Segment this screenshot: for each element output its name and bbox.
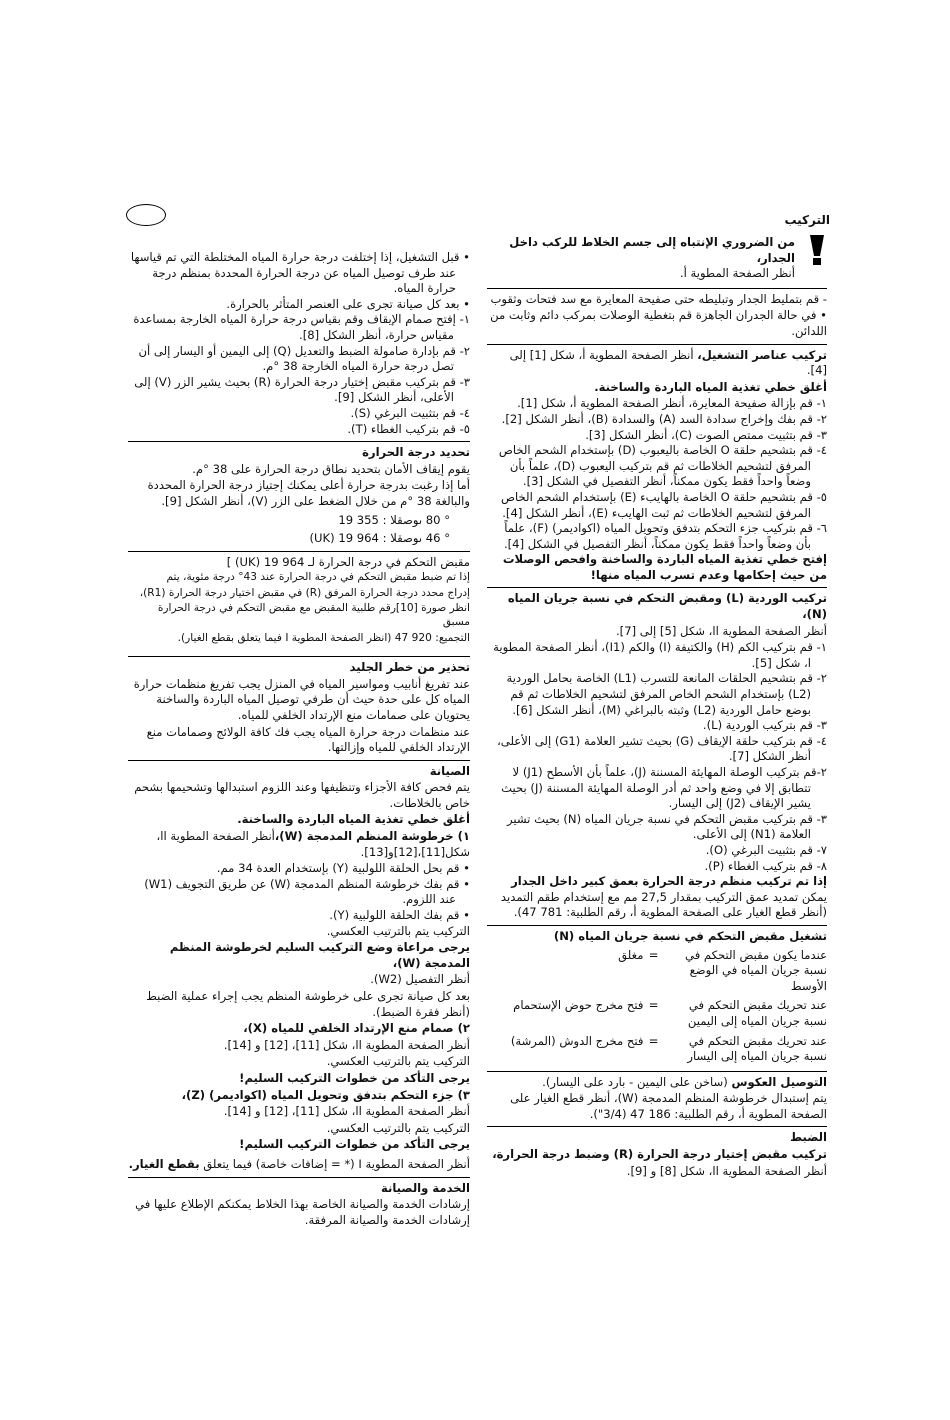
rosette-ref: أنظر الصفحة المطوية اا، شكل [5] إلى [7]. xyxy=(615,623,827,638)
flow-desc: عندما يكون مقبض التحكم في نسبة جريان المياه في الوضع الأوسط xyxy=(685,947,827,993)
step1-4: ٤- قم بتشحيم حلقة O الخاصة باليعبوب (D) بإستخدام الشحم الخاص المرفق لتشحيم الخلاطات ثم قم بتركيب اليعبوب (D)، علماً بأن وضعاً واحداً فقط يكون ممكناً، أنظر التفصيل في الشكل [3]. xyxy=(498,443,827,489)
service-text: إرشادات الخدمة والصيانة الخاصة بهذا الخلاط يمكنكم الإطلاع عليها في إرشادات الخدمة والصيانة المرفقة. xyxy=(135,1197,470,1227)
uk-line: التجميع: 920 47 (انظر الصفحة المطوية I فيما يتعلق بقطع الغيار). xyxy=(177,631,470,644)
uk-line: إدراج محدد درجة الحرارة المرفق (R) في مقبض اختيار درجة الحرارة (R1)، xyxy=(139,586,470,599)
rosette-title: تركيب الوردية (L) ومقبض التحكم في نسبة جريان المياه (N)، xyxy=(507,591,827,622)
aqua-ref: أنظر الصفحة المطوية اا، شكل [11]، [12] و [14]. xyxy=(223,1104,470,1119)
service-title: الخدمة والصيانة xyxy=(380,1180,470,1195)
flow-row xyxy=(487,1032,827,1067)
deep-install-bold: إذا تم تركيب منظم درجة الحرارة بعمق كبير داخل الجدار xyxy=(511,874,827,889)
step3-4: ٤- قم بتثبيت البرغي (S). xyxy=(350,405,470,420)
flow-result: مغلق xyxy=(618,947,644,962)
flow-title: تشغيل مقبض التحكم في نسبة جريان المياه (N) xyxy=(553,928,827,943)
flow-result: فتح مخرج حوض الإستحمام xyxy=(513,998,644,1013)
step2-5: ٢-قم بتركيب الوصلة المهايئة المسننة (J)، علماً بأن الأسطح (J1) لا تتطابق إلا في وضع واحد ثم أدر الوصلة المهايئة المسننة (J) بحيث يشير الإيقاف (J2) إلى اليسار. xyxy=(501,765,827,811)
maint-close: أغلق خطي تغذية المياه الباردة والساخنة. xyxy=(237,812,470,827)
cartridge-note-ref: أنظر التفصيل (W2). xyxy=(370,972,470,987)
reverse-order: التركيب يتم بالترتيب العكسي. xyxy=(326,923,470,938)
uk-title: مقبض التحكم في درجة الحرارة لـ 964 19 (UK) ] xyxy=(226,554,470,569)
spares-pre: أنظر الصفحة المطوية I (* = إضافات خاصة) فيما يتعلق xyxy=(199,1156,470,1171)
flow-result: فتح مخرج الدوش (المرشة) xyxy=(510,1033,644,1048)
cartridge-bullet: • قم بحل الحلقة اللولبية (Y) بإستخدام العدة 34 مم. xyxy=(216,861,470,876)
maint-text: يتم فحص كافة الأجزاء وتنظيفها وعند اللزوم استبدالها وتشحيمها بشحم خاص بالخلاطات. xyxy=(134,780,470,810)
spares-bold: بقطع الغيار. xyxy=(128,1156,200,1171)
step2-6: ٣- قم بتركيب مقبض التحكم في نسبة جريان المياه (N) بحيث تشير العلامة (N1) إلى الأعلى. xyxy=(506,811,827,842)
step1-2: ٢- قم بفك وإخراج سدادة السد (A) والسدادة (B)، أنظر الشكل [2]. xyxy=(501,411,827,426)
deep-install-rest: يمكن تمديد عمق التركيب بمقدار 27,5 مم مع إستخدام طقم التمديد (أنظر قطع الغيار على الصفحة المطوية أ، رقم الطلبية: 781 47). xyxy=(500,889,827,920)
warning-line1: من الضروري الإنتباه إلى جسم الخلاط للركب داخل الجدار، xyxy=(509,235,795,265)
language-marker xyxy=(126,204,166,226)
cartridge-bullet: • قم بفك خرطوشة المنظم المدمجة (W) عن طريق التجويف (W1) عند اللزوم. xyxy=(144,876,470,907)
open-supply: إفتح خطي تغذية المياه الباردة والساخنة وافحص الوصلات من حيث إحكامها وعدم تسرب المياه منها! xyxy=(502,552,827,582)
flow-row xyxy=(487,996,827,1031)
model1: ° 80 ىوصقلا : 355 19 xyxy=(338,512,450,527)
page-title: التركيب xyxy=(784,213,830,227)
check-steps: يرجى التأكد من خطوات التركيب السليم! xyxy=(239,1070,470,1085)
valve-title: ٢) صمام منع الإرتداد الخلفي للمياه (X)، xyxy=(243,1021,470,1036)
reverse-text: يتم إستبدال خرطوشة المنظم المدمجة (W)، أنظر قطع الغيار على الصفحة المطوية أ، رقم الطلبية: 186 47 (3/4"). xyxy=(510,1091,827,1121)
step2-4: ٤- قم بتركيب حلقة الإيقاف (G) بحيث تشير العلامة (G1) إلى الأعلى، أنظر الشكل [7]. xyxy=(497,733,827,764)
uk-line: انظر صورة [10]رقم طلبية المقبض مع مقبض التحكم في درجة الحرارة مسبق xyxy=(157,601,470,629)
step2-7: ٧- قم بتثبيت البرغي (O). xyxy=(705,842,827,857)
right-column xyxy=(487,235,827,1180)
left-column xyxy=(128,250,470,1229)
adjust-sub: تركيب مقبض إختيار درجة الحرارة (R) وضبط درجة الحرارة، xyxy=(492,1147,827,1162)
frost-text1: عند تفريغ أنابيب ومواسير المياه في المنزل يجب تفريغ منظمات حرارة المياه كل على حدة حيث أن طرفي توصيل المياه الباردة والساخنة يحتويان على صمامات منع الإرتداد الخلفي للمياه. xyxy=(133,676,470,722)
maint-title: الصيانة xyxy=(429,763,470,778)
reverse-order3: التركيب يتم بالترتيب العكسي. xyxy=(326,1120,470,1135)
operating-ref: أنظر الصفحة المطوية أ، شكل [1] إلى [4]. xyxy=(509,347,827,378)
step1-3: ٣- قم بتثبيت ممتص الصوت (C)، أنظر الشكل [3]. xyxy=(585,427,827,442)
warning-block xyxy=(487,235,827,282)
cartridge-ref: أنظر الصفحة المطوية اا، شكل[11]،[12]و[13]. xyxy=(156,829,470,859)
adjust-ref: أنظر الصفحة المطوية اا، شكل [8] و [9]. xyxy=(626,1163,827,1178)
adjust-title: الضبط xyxy=(790,1130,827,1145)
frost-text2: عند منظمات درجة حرارة المياه يجب فك كافة الولائج وصمامات منع الإرتداد الخلفي للمياه وإزالتها. xyxy=(146,724,470,755)
flow-eq: = xyxy=(648,947,659,962)
step2-8: ٨- قم بتركيب الغطاء (P). xyxy=(704,858,827,873)
model2: ° 46 ىوصقلا : 964 19 (UK) xyxy=(309,531,450,546)
flow-desc: عند تحريك مقبض التحكم في نسبة جريان المياه إلى اليسار xyxy=(687,1033,827,1064)
step2-3: ٣- قم بتركيب الوردية (L). xyxy=(702,718,827,733)
flow-eq: = xyxy=(648,1033,659,1048)
plaster-note: - قم بتمليط الجدار وتبليطه حتى صفيحة المعايرة مع سد فتحات وثقوب xyxy=(490,291,827,306)
flow-eq: = xyxy=(648,998,659,1013)
step3-3: ٣- قم بتركيب مقبض إختيار درجة الحرارة (R) بحيث يشير الزر (V) إلى الأعلى، أنظر الشكل [9]. xyxy=(134,374,470,405)
reverse-sub: (ساخن على اليمين - بارد على اليسار). xyxy=(542,1074,732,1089)
flow-row xyxy=(487,946,827,997)
valve-ref: أنظر الصفحة المطوية اا، شكل [11]، [12] و [14]. xyxy=(223,1037,470,1052)
flow-table xyxy=(487,946,827,1067)
cartridge-note: يرجى مراعاة وضع التركيب السليم لخرطوشة المنظم المدمجة (W)، xyxy=(169,940,470,970)
frost-title: تحذير من خطر الجليد xyxy=(349,660,470,675)
step3-5: ٥- قم بتركيب الغطاء (T). xyxy=(347,421,470,436)
flow-desc: عند تحريك مقبض التحكم في نسبة جريان المياه إلى اليمين xyxy=(687,998,827,1028)
uk-line: إذا تم ضبط مقبض التحكم في درجة الحرارة عند 43° درجة مئوية، يتم xyxy=(166,571,470,584)
bullet1-1: • قبل التشغيل، إذا إختلفت درجة حرارة المياه المختلطة التي تم قياسها عند طرف توصيل المياه عن درجة الحرارة المحددة بمنظم درجة حرارة المياه. xyxy=(130,250,470,296)
operating-title: تركيب عناصر التشغيل، xyxy=(697,347,827,362)
step2-1: ١- قم بتركيب الكم (H) والكتيفة (I) والكم (I1)، أنظر الصفحة المطوية ا، شكل [5]. xyxy=(493,640,827,670)
reverse-order2: التركيب يتم بالترتيب العكسي. xyxy=(326,1054,470,1069)
check-steps2: يرجى التأكد من خطوات التركيب السليم! xyxy=(239,1137,470,1152)
step1-6: ٦- قم بتركيب جزء التحكم بتدفق وتحويل المياه (اكواديمر) (F)، علماً بأن وضعاً واحداً فقط يكون ممكناً، أنظر التفصيل في الشكل [4]. xyxy=(503,521,827,551)
step3-2: ٢- قم بإدارة صامولة الضبط والتعديل (Q) إلى اليمين أو اليسار إلى أن تصل درجة حرارة المياه الخارجة 38 °م. xyxy=(138,343,470,374)
after-maint: بعد كل صيانة تجرى على خرطوشة المنظم يجب إجراء عملية الضبط (أنظر فقرة الضبط). xyxy=(146,989,470,1019)
step3-1: ١- إفتح صمام الإيقاف وقم بقياس درجة حرارة المياه الخارجة بمساعدة مقياس حرارة، أنظر الشكل [8]. xyxy=(133,312,470,342)
step1-5: ٥- قم بتشحيم حلقة O الخاصة بالهايبء (E) بإستخدام الشحم الخاص المرفق لتشحيم الخلاطات ثم ثبت الهايبء (E)، أنظر الشكل [4]. xyxy=(501,489,827,520)
exclamation-icon xyxy=(805,235,827,270)
wall-bullet: • في حالة الجدران الجاهزة قم بتغطية الوصلات بمركب دائم وثابت من اللدائن. xyxy=(490,308,827,338)
step2-2: ٢- قم بتشحيم الحلقات المانعة للتسرب (L1) الخاصة بحامل الوردية (L2) بإستخدام الشحم الخاص المرفق لتشحيم الخلاطات ثم قم بوضع حامل الوردية (L2) وثبته بالبراغي (M)، أنظر الشكل [6]. xyxy=(506,671,827,717)
aqua-title: ٣) جزء التحكم بتدفق وتحويل المياه (اكواديمر) (Z)، xyxy=(181,1087,470,1102)
limit-text2: أما إذا رغبت بدرجة حرارة أعلى يمكنك إجتياز درجة الحرارة المحددة والبالغة 38 °م من خلال الضغط على الزر (V)، أنظر الشكل [9]. xyxy=(147,478,470,508)
reverse-title: التوصيل العكوس xyxy=(731,1074,827,1089)
limit-text1: يقوم إيقاف الأمان بتحديد نطاق درجة الحرارة على 38 °م. xyxy=(192,461,470,476)
warning-line2: أنظر الصفحة المطوية أ. xyxy=(679,266,795,281)
close-supply: أغلق خطي تغذية المياه الباردة والساخنة. xyxy=(594,379,827,394)
bullet1-2: • بعد كل صيانة تجرى على العنصر المتأثر بالحرارة. xyxy=(226,296,470,311)
step1-1: ١- قم بإزالة صفيحة المعايرة، أنظر الصفحة المطوية أ، شكل [1]. xyxy=(517,396,827,411)
cartridge-bullet: • قم بفك الحلقة اللولبية (Y). xyxy=(329,908,470,923)
limit-title: تحديد درجة الحرارة xyxy=(362,445,470,460)
cartridge-title: ١) خرطوشة المنظم المدمجة (W)، xyxy=(274,829,470,844)
